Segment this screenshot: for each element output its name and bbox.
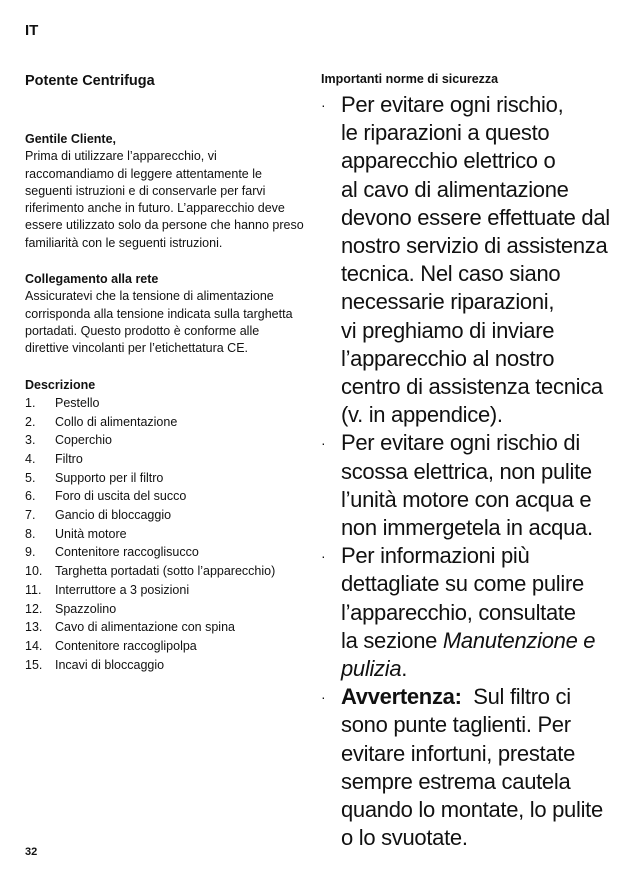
description-item [25,618,305,637]
item-number: 13. [25,620,43,635]
warning-label: Avvertenza: [341,684,462,710]
item-number: 2. [25,414,36,429]
item-label: Filtro [55,451,83,466]
description-item [25,581,305,600]
cross-reference: pulizia [341,656,402,682]
description-item [25,543,305,562]
item-label: Incavi di bloccaggio [55,657,165,672]
text-line: al cavo di alimentazione [341,176,569,202]
description-item [25,487,305,506]
product-title: Potente Centrifuga [25,73,155,89]
item-number: 8. [25,526,36,541]
item-label: Collo di alimentazione [55,414,178,429]
bullet-icon: · [321,435,326,452]
text-line: vi preghiamo di inviare [341,317,555,343]
item-label: Supporto per il filtro [55,470,164,485]
text-line: dettagliate su come pulire [341,571,584,597]
text-line: non immergetela in acqua. [341,515,593,541]
text-line: nostro servizio di assistenza [341,233,608,259]
description-item [25,450,305,469]
safety-item [321,429,611,542]
item-number: 1. [25,395,36,410]
intro-paragraph: Prima di utilizzare l’apparecchio, vi raccomandiamo di leggere attentamente le seguenti istruzioni e di conservarle per farvi riferimento anche in futuro. L’apparecchio deve essere utilizzato solo da persone che hanno preso familiarità con le seguenti istruzioni. [25,149,304,250]
description-item [25,413,305,432]
safety-item-text [341,91,611,429]
bullet-icon: · [321,548,326,565]
safety-item-text [341,429,611,542]
text-segment: Sul filtro ci [473,684,571,710]
item-number: 7. [25,508,36,523]
item-label: Contenitore raccoglisucco [55,545,199,560]
text-line: Per evitare ogni rischio, [341,92,564,117]
item-number: 12. [25,601,43,616]
connection-paragraph: Assicuratevi che la tensione di alimentazione corrisponda alla tensione indicata sulla targhetta portadati. Questo prodotto è conforme alle direttive vincolanti per l’etichettatura CE. [25,289,293,356]
item-label: Foro di uscita del succo [55,489,187,504]
connection-heading: Collegamento alla rete [25,272,159,287]
item-label: Targhetta portadati (sotto l’apparecchio) [55,564,276,579]
text-line: sono punte taglienti. Per [341,712,571,738]
safety-item [321,542,611,683]
right-column [321,71,611,852]
greeting-heading: Gentile Cliente, [25,132,116,146]
description-item [25,656,305,675]
text-line: scossa elettrica, non pulite [341,458,592,484]
text-line [341,655,611,683]
text-line: tecnica. Nel caso siano [341,261,561,287]
item-label: Spazzolino [55,601,117,616]
description-item [25,469,305,488]
safety-heading: Importanti norme di sicurezza [321,72,499,86]
text-line: evitare infortuni, prestate [341,740,576,766]
text-line: Per evitare ogni rischio di [341,430,580,456]
safety-item-text [341,683,611,852]
description-item [25,562,305,581]
item-number: 6. [25,489,36,504]
item-label: Coperchio [55,433,112,448]
text-line: o lo svuotate. [341,825,468,851]
item-label: Cavo di alimentazione con spina [55,620,235,635]
item-label: Pestello [55,395,100,410]
text-line: apparecchio elettrico o [341,148,556,174]
item-label: Contenitore raccoglipolpa [55,639,197,653]
item-label: Unità motore [55,526,127,541]
description-heading: Descrizione [25,377,96,392]
left-column [25,71,305,674]
safety-item [321,683,611,852]
text-line [341,627,611,655]
item-label: Gancio di bloccaggio [55,508,172,523]
item-number: 15. [25,657,43,672]
item-number: 10. [25,564,43,579]
text-line: (v. in appendice). [341,402,503,428]
item-number: 3. [25,433,36,448]
text-line: quando lo montate, lo pulite [341,797,603,823]
text-line: Per informazioni più [341,543,530,569]
text-line: devono essere effettuate dal [341,204,610,230]
description-item [25,525,305,544]
text-line: l’apparecchio, consultate [341,599,576,625]
item-label: Interruttore a 3 posizioni [55,582,190,597]
language-code: IT [25,22,39,39]
bullet-icon: · [321,689,326,706]
text-segment: la sezione [341,627,443,653]
page-number: 32 [25,846,38,858]
description-item [25,394,305,413]
description-item [25,506,305,525]
text-line: l’unità motore con acqua e [341,486,592,512]
item-number: 9. [25,545,36,560]
safety-item [321,91,611,429]
bullet-icon: · [321,97,326,113]
item-number: 11. [25,582,42,597]
text-line: le riparazioni a questo [341,120,550,146]
cross-reference: Manutenzione e [442,627,596,653]
safety-list [321,91,611,852]
description-list [25,394,305,675]
item-number: 4. [25,451,36,466]
text-segment: . [401,656,408,682]
description-item [25,431,305,450]
text-line: l’apparecchio al nostro [341,345,555,371]
text-line: sempre estrema cautela [341,768,571,794]
text-line: centro di assistenza tecnica [341,374,603,400]
description-item [25,637,305,656]
safety-item-text [341,542,611,683]
description-item [25,600,305,619]
text-line: necessarie riparazioni, [341,289,555,315]
item-number: 14. [25,639,43,653]
item-number: 5. [25,470,36,485]
text-line [341,683,611,711]
